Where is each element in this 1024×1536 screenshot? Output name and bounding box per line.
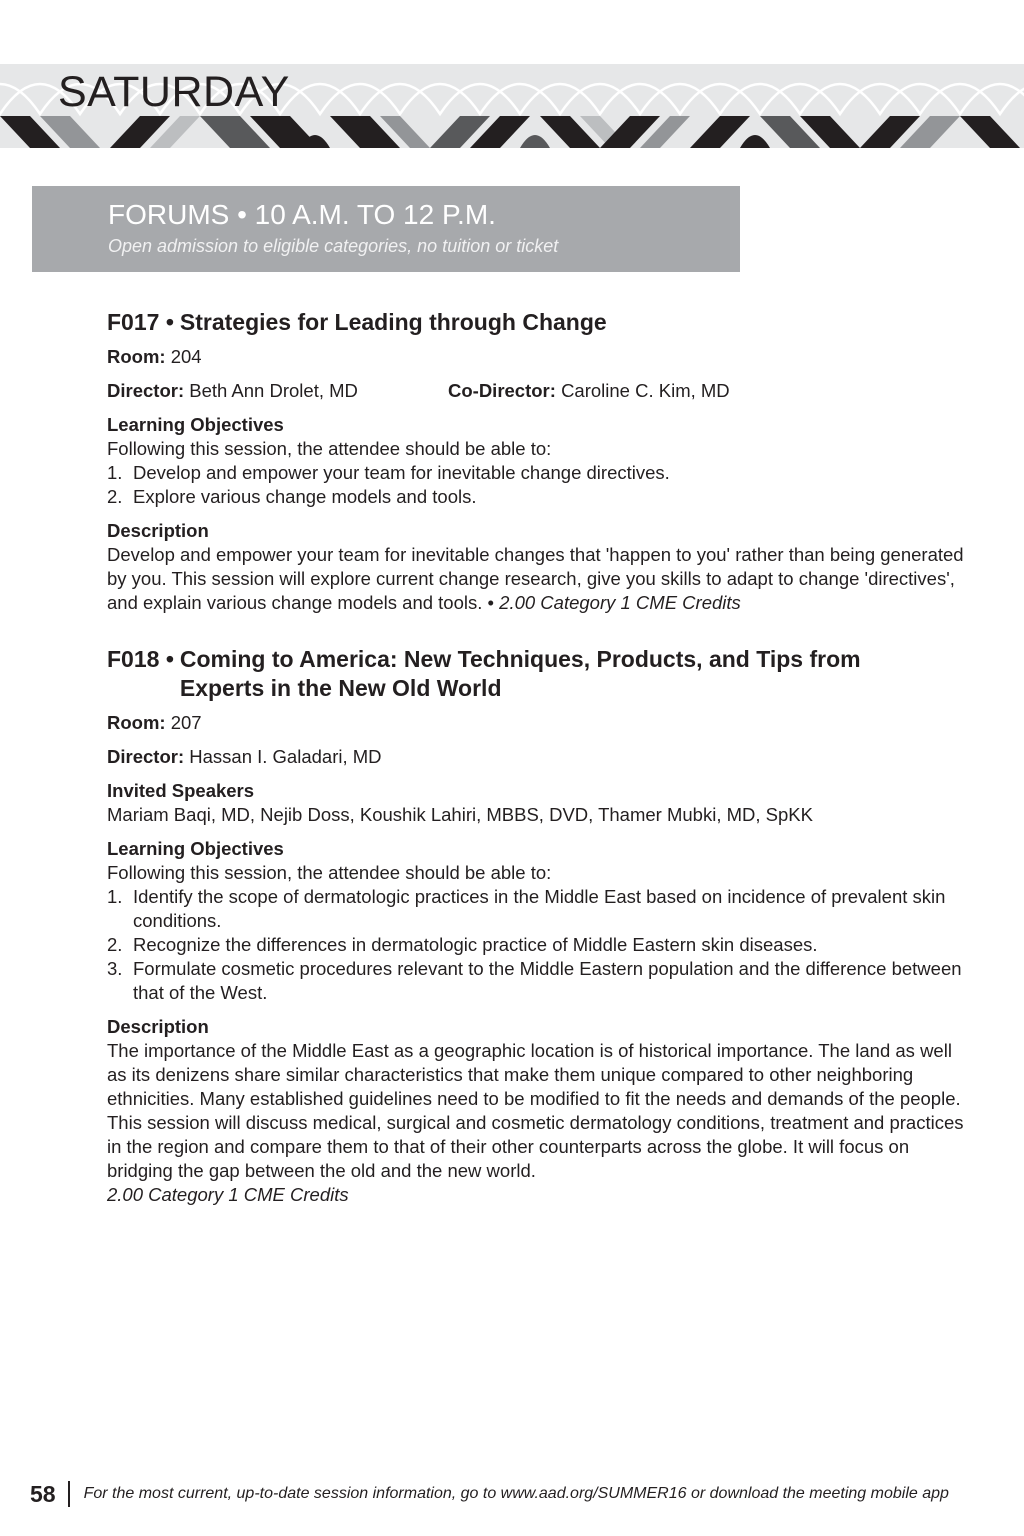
day-heading: SATURDAY [58, 68, 290, 116]
list-item: 1. Develop and empower your team for inevitable change directives. [107, 462, 670, 483]
page-number: 58 [30, 1480, 56, 1507]
session-title [107, 645, 967, 703]
forum-subtitle: Open admission to eligible categories, no tuition or ticket [108, 236, 559, 256]
room-line [107, 345, 967, 369]
page-footer [30, 1478, 949, 1510]
director-line [107, 379, 967, 403]
description-heading: Description [107, 520, 209, 541]
session-code: F017 • [107, 309, 174, 335]
codirector-value: Caroline C. Kim, MD [561, 380, 730, 401]
objectives-heading: Learning Objectives [107, 838, 284, 859]
footer-divider [68, 1481, 70, 1507]
session-f018 [107, 645, 967, 1207]
director-value: Hassan I. Galadari, MD [189, 746, 382, 767]
director-label: Director: [107, 746, 185, 767]
forum-title: FORUMS • 10 A.M. TO 12 P.M. [108, 199, 496, 230]
session-title [107, 308, 967, 337]
speakers-heading: Invited Speakers [107, 780, 255, 801]
director-line [107, 745, 967, 769]
room-line [107, 711, 967, 735]
cme-credits: 2.00 Category 1 CME Credits [499, 592, 741, 613]
room-label: Room: [107, 346, 166, 367]
speakers-list: Mariam Baqi, MD, Nejib Doss, Koushik Lahiri, MBBS, DVD, Thamer Mubki, MD, SpKK [107, 804, 813, 825]
footer-note: For the most current, up-to-date session information, go to www.aad.org/SUMMER16 or download the meeting mobile app [83, 1485, 949, 1502]
description-text: Develop and empower your team for inevitable changes that 'happen to you' rather than being generated by you. This session will explore current change research, give you skills to adapt to change 'directives', and explain various change models and tools. • 2.00 Category 1 CME Credits [107, 544, 964, 613]
description-heading: Description [107, 1016, 209, 1037]
list-item: 1. Identify the scope of dermatologic practices in the Middle East based on incidence of prevalent skin conditions. [107, 886, 946, 931]
objectives-intro: Following this session, the attendee should be able to: [107, 438, 552, 459]
list-item: 3. Formulate cosmetic procedures relevant to the Middle Eastern population and the difference between that of the West. [107, 958, 962, 1003]
description-text: The importance of the Middle East as a geographic location is of historical importance. The land as well as its denizens share similar characteristics that make them unique compared to other neighboring ethnicities. Many established guidelines need to be modified to fit the needs and demands of the people. This session will discuss medical, surgical and cosmetic dermatology conditions, treatment and practices in the region and compare them to that of their other counterparts across the globe. It will focus on bridging the gap between the old and the new world. 2.00 Category 1 CME Credits [107, 1039, 967, 1207]
session-f017 [107, 308, 967, 615]
objectives-heading: Learning Objectives [107, 414, 284, 435]
list-item: 2. Explore various change models and tools. [107, 486, 477, 507]
objectives-list [107, 885, 967, 1005]
director-value: Beth Ann Drolet, MD [189, 380, 358, 401]
session-code: F018 • [107, 646, 174, 672]
session-name: Coming to America: New Techniques, Products, and Tips from Experts in the New Old World [179, 646, 861, 701]
forum-header-box [32, 186, 740, 272]
room-value: 207 [170, 712, 202, 733]
codirector-label: Co-Director: [448, 380, 556, 401]
objectives-intro: Following this session, the attendee should be able to: [107, 862, 552, 883]
cme-credits: 2.00 Category 1 CME Credits [107, 1184, 349, 1205]
objectives-list [107, 461, 967, 509]
list-item: 2. Recognize the differences in dermatologic practice of Middle Eastern skin diseases. [107, 934, 818, 955]
room-value: 204 [170, 346, 202, 367]
session-name: Strategies for Leading through Change [179, 309, 607, 335]
director-label: Director: [107, 380, 185, 401]
room-label: Room: [107, 712, 166, 733]
